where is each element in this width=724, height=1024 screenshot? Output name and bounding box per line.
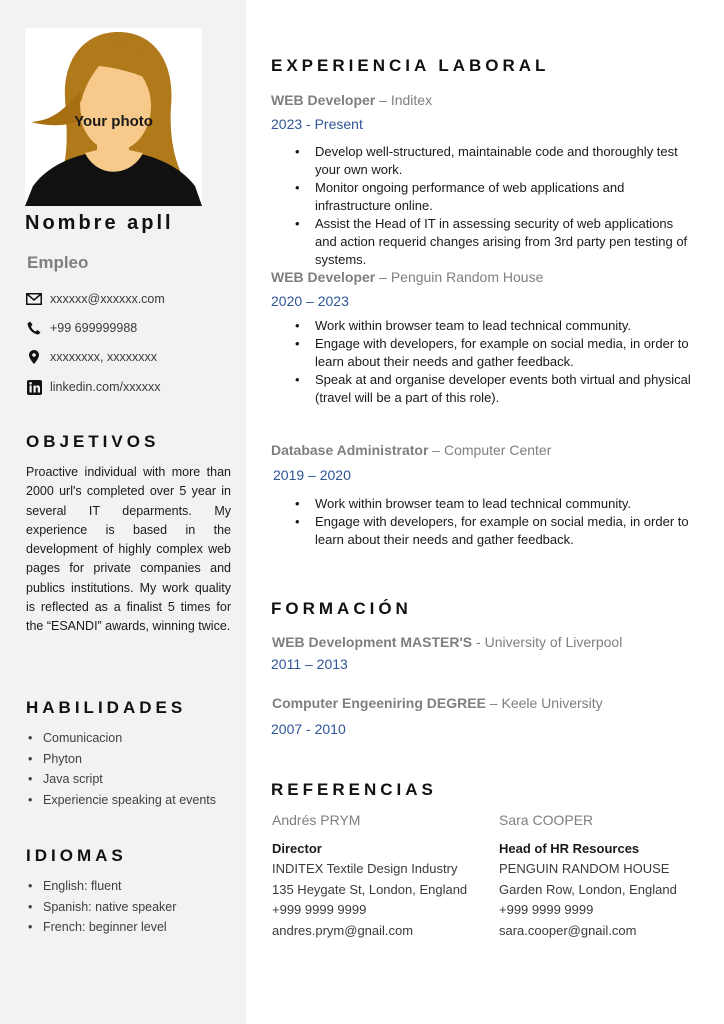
job-2-bullets	[290, 317, 695, 407]
phone-text: +99 699999988	[50, 321, 138, 335]
reference-role: Head of HR Resources	[499, 841, 640, 856]
sidebar	[0, 0, 246, 1024]
reference-address: Garden Row, London, England	[499, 881, 677, 897]
job-1-bullets	[290, 143, 695, 269]
list-item: • Experiencie speaking at events	[26, 790, 241, 811]
reference-phone[interactable]: +999 9999 9999	[499, 902, 594, 917]
contact-email[interactable]	[25, 289, 235, 309]
email-text: xxxxxx@xxxxxx.com	[50, 292, 165, 306]
reference-email[interactable]: andres.prym@gnail.com	[272, 922, 414, 938]
job-3-role: Database Administrator	[271, 442, 429, 458]
education-2-school: – Keele University	[485, 695, 603, 711]
job-3-period: 2019 – 2020	[273, 467, 351, 483]
candidate-name: Nombre apll	[25, 212, 174, 234]
list-item: • Spanish: native speaker	[26, 897, 241, 918]
reference-2	[499, 812, 704, 941]
photo-placeholder-label: Your photo	[74, 113, 153, 130]
languages-heading: IDIOMAS	[26, 846, 127, 865]
list-item: • Develop well-structured, maintainable code and thoroughly test your own work.	[290, 143, 695, 179]
list-item: • Work within browser team to lead technical community.	[290, 317, 695, 335]
objectives-text: Proactive individual with more than 2000 url's completed over 5 year in several IT deparments. My experience is based in the development of highly complex web pages for private companies and publics institutions. My work quality is reflected as a finalist 5 times for the “ESANDI” awards, winning twice.	[26, 465, 231, 634]
job-2-role: WEB Developer	[271, 269, 376, 285]
list-item: • Assist the Head of IT in assessing security of web applications and action requerid changes arising from 3rd party pen testing of systems.	[290, 215, 695, 269]
experience-heading: EXPERIENCIA LABORAL	[271, 56, 550, 75]
education-1-period: 2011 – 2013	[271, 656, 348, 672]
profile-photo	[25, 28, 202, 206]
languages-list	[26, 876, 241, 938]
job-2-company: – Penguin Random House	[375, 269, 544, 285]
list-item: • Work within browser team to lead technical community.	[290, 495, 695, 513]
references-heading: REFERENCIAS	[271, 780, 437, 799]
education-2-degree: Computer Engeeniring DEGREE	[272, 695, 486, 711]
education-1-school: - University of Liverpool	[472, 634, 623, 650]
education-1-degree: WEB Development MASTER'S	[272, 634, 473, 650]
reference-address: 135 Heygate St, London, England	[272, 881, 468, 897]
education-1-title	[272, 634, 622, 650]
job-1-period: 2023 - Present	[271, 116, 363, 132]
list-item: • Phyton	[26, 749, 241, 770]
job-1-company: – Inditex	[375, 92, 433, 108]
reference-phone[interactable]: +999 9999 9999	[272, 902, 367, 917]
candidate-job-title: Empleo	[27, 253, 89, 272]
job-3-company: – Computer Center	[428, 442, 552, 458]
list-item: • French: beginner level	[26, 917, 241, 938]
reference-name: Sara COOPER	[499, 812, 594, 828]
education-heading: FORMACIÓN	[271, 599, 412, 618]
job-3-bullets	[290, 495, 695, 549]
list-item: • Engage with developers, for example on social media, in order to learn about their needs and gather feedback.	[290, 335, 695, 371]
envelope-icon	[25, 291, 43, 307]
reference-email[interactable]: sara.cooper@gnail.com	[499, 922, 637, 938]
linkedin-icon	[25, 379, 43, 395]
reference-name: Andrés PRYM	[272, 812, 361, 828]
skills-heading: HABILIDADES	[26, 698, 187, 717]
reference-role: Director	[272, 841, 322, 856]
job-2-title	[271, 269, 543, 285]
contact-phone[interactable]	[25, 318, 235, 338]
reference-company: INDITEX Textile Design Industry	[272, 861, 458, 876]
job-1-title	[271, 92, 432, 108]
list-item: • Java script	[26, 769, 241, 790]
contact-linkedin[interactable]	[25, 377, 235, 397]
phone-icon	[25, 320, 43, 336]
reference-1	[272, 812, 477, 941]
list-item: • Speak at and organise developer events both virtual and physical (travel will be a part of this role).	[290, 371, 695, 407]
job-2-period: 2020 – 2023	[271, 293, 349, 309]
education-2-period: 2007 - 2010	[271, 721, 346, 737]
list-item: • Comunicacion	[26, 728, 241, 749]
education-2-title	[272, 695, 603, 711]
objectives-heading: OBJETIVOS	[26, 432, 160, 451]
job-3-title	[271, 442, 551, 458]
location-text: xxxxxxxx, xxxxxxxx	[50, 350, 157, 364]
linkedin-text: linkedin.com/xxxxxx	[50, 380, 161, 394]
list-item: • Monitor ongoing performance of web applications and infrastructure online.	[290, 179, 695, 215]
list-item: • Engage with developers, for example on social media, in order to learn about their needs and gather feedback.	[290, 513, 695, 549]
job-1-role: WEB Developer	[271, 92, 376, 108]
contact-location	[25, 347, 235, 367]
location-pin-icon	[25, 349, 43, 365]
skills-list	[26, 728, 241, 810]
list-item: • English: fluent	[26, 876, 241, 897]
reference-company: PENGUIN RANDOM HOUSE	[499, 861, 670, 876]
